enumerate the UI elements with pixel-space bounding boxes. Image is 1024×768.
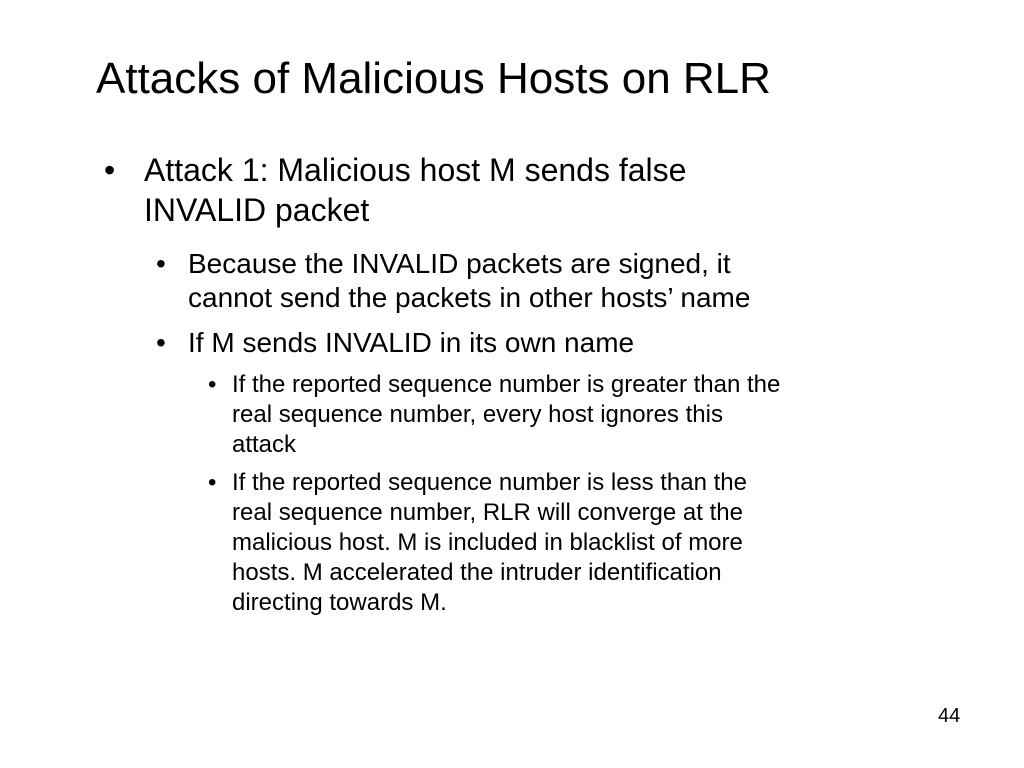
bullet-level1-attack1: [104, 150, 844, 230]
page-number: 44: [938, 705, 961, 727]
bullet-line: directing towards M.: [232, 589, 447, 616]
bullet-level3-greater: [208, 370, 888, 460]
bullet-icon: •: [156, 248, 166, 279]
bullet-text: [144, 150, 844, 230]
bullet-icon: •: [208, 371, 217, 398]
bullet-line: hosts. M accelerated the intruder identification: [232, 559, 722, 586]
bullet-text: [188, 247, 876, 315]
bullet-icon: •: [104, 152, 116, 188]
bullet-line: real sequence number, every host ignores this: [232, 401, 723, 428]
bullet-text: [232, 468, 888, 618]
bullet-text: [232, 370, 888, 460]
bullet-line: malicious host. M is included in blacklist of more: [232, 529, 743, 556]
bullet-line: cannot send the packets in other hosts’ name: [188, 282, 751, 313]
bullet-line: real sequence number, RLR will converge at the: [232, 499, 743, 526]
bullet-icon: •: [156, 327, 166, 358]
bullet-line: Because the INVALID packets are signed, it: [188, 248, 731, 279]
bullet-level2-signed: [156, 247, 876, 315]
bullet-line: If the reported sequence number is less than the: [232, 469, 747, 496]
bullet-line: If M sends INVALID in its own name: [188, 327, 635, 358]
bullet-line: If the reported sequence number is greater than the: [232, 371, 781, 398]
slide-title: Attacks of Malicious Hosts on RLR: [96, 54, 771, 103]
bullet-icon: •: [208, 469, 217, 496]
bullet-level2-own-name: [156, 326, 876, 360]
bullet-line: attack: [232, 431, 297, 458]
bullet-line: INVALID packet: [144, 192, 370, 228]
bullet-text: [188, 326, 876, 360]
bullet-level3-less: [208, 468, 888, 618]
bullet-line: Attack 1: Malicious host M sends false: [144, 152, 687, 188]
